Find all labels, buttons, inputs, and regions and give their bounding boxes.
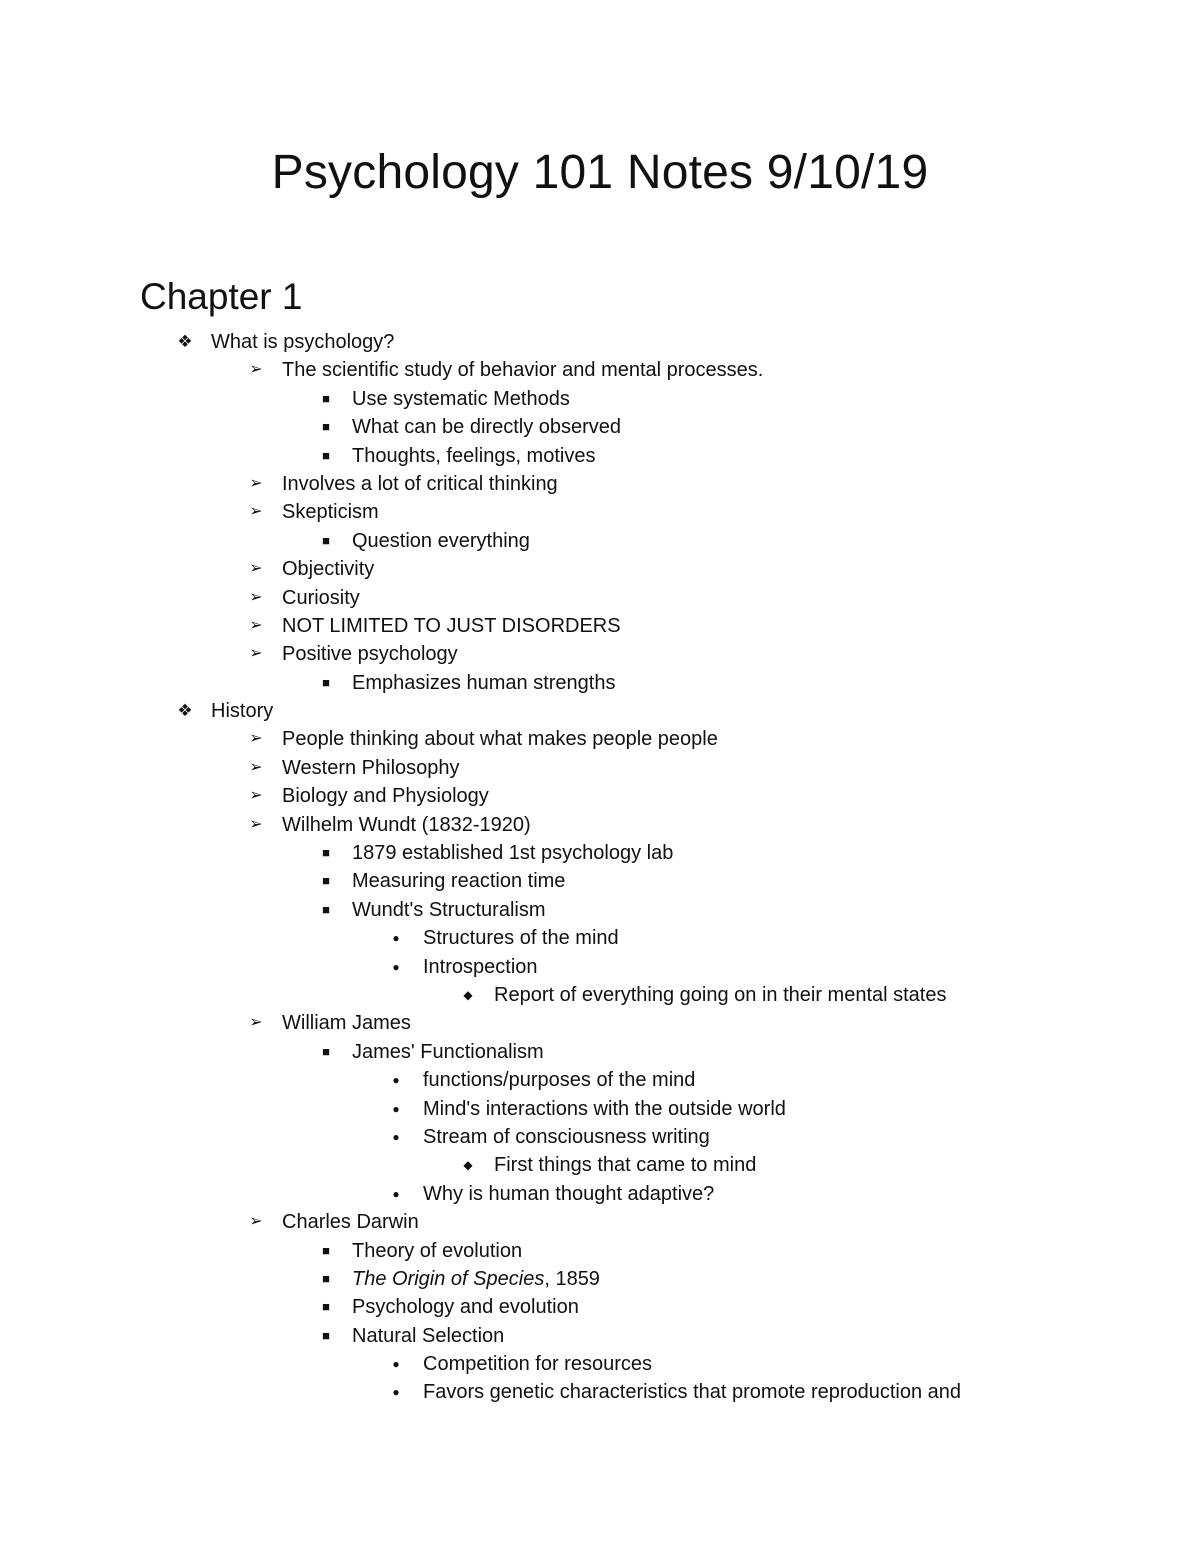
- square-icon: ■: [322, 1327, 330, 1343]
- square-icon: ■: [322, 447, 330, 463]
- dot-icon: ●: [392, 1186, 400, 1201]
- square-icon: ■: [322, 873, 330, 889]
- square-icon: ■: [322, 419, 330, 435]
- outline-item: [0, 896, 1200, 924]
- outline-item-text: Structures of the mind: [423, 927, 619, 950]
- outline-item-text: Use systematic Methods: [352, 387, 570, 410]
- dot-icon: ●: [392, 1357, 400, 1372]
- dot-icon: ●: [392, 931, 400, 946]
- outline-item: [0, 498, 1200, 526]
- square-icon: ■: [322, 845, 330, 861]
- diamond-ornament-icon: ❖: [177, 701, 193, 721]
- arrowhead-icon: ➢: [249, 503, 263, 521]
- outline-item-text: Biology and Physiology: [282, 785, 489, 808]
- outline-item: [0, 385, 1200, 413]
- outline-item-text: Theory of evolution: [352, 1239, 523, 1262]
- square-icon: ■: [322, 1242, 330, 1258]
- outline-item-text: Question everything: [352, 529, 530, 552]
- outline-item: [0, 1265, 1200, 1293]
- outline-item: [0, 470, 1200, 498]
- outline-item: [0, 555, 1200, 583]
- book-year: , 1859: [544, 1267, 600, 1290]
- outline-item-text: Wilhelm Wundt (1832-1920): [282, 813, 531, 836]
- small-diamond-icon: ◆: [463, 1158, 473, 1173]
- outline-item-text: James' Functionalism: [352, 1040, 544, 1063]
- square-icon: ■: [322, 532, 330, 548]
- arrowhead-icon: ➢: [249, 1213, 263, 1231]
- outline-item-text: What is psychology?: [211, 331, 395, 353]
- outline-item: [0, 442, 1200, 470]
- outline-item-text: NOT LIMITED TO JUST DISORDERS: [282, 614, 621, 637]
- arrowhead-icon: ➢: [249, 361, 263, 379]
- outline-item: [0, 1009, 1200, 1037]
- outline-item-text: Stream of consciousness writing: [423, 1125, 710, 1148]
- outline-item: [0, 867, 1200, 895]
- outline-item-text: Psychology and evolution: [352, 1296, 579, 1319]
- diamond-ornament-icon: ❖: [177, 332, 193, 351]
- outline-item-text: The scientific study of behavior and mental processes.: [282, 359, 764, 382]
- outline-item: [0, 1293, 1200, 1321]
- square-icon: ■: [322, 1270, 330, 1286]
- outline-item: [0, 1123, 1200, 1151]
- square-icon: ■: [322, 1299, 330, 1315]
- outline-item: [0, 1378, 1200, 1406]
- outline-item: [0, 612, 1200, 640]
- outline-item: [0, 782, 1200, 810]
- small-diamond-icon: ◆: [463, 987, 473, 1002]
- dot-icon: ●: [392, 1101, 400, 1116]
- outline-item-text: Emphasizes human strengths: [352, 671, 616, 694]
- outline-item: [0, 584, 1200, 612]
- outline-item-text: Mind's interactions with the outside world: [423, 1097, 786, 1120]
- outline-item: [0, 527, 1200, 555]
- outline-item-text: Measuring reaction time: [352, 870, 566, 893]
- outline-item: [0, 356, 1200, 384]
- outline-item: [0, 924, 1200, 952]
- outline-item-text: Favors genetic characteristics that promote reproduction and: [423, 1381, 962, 1404]
- dot-icon: ●: [392, 1129, 400, 1144]
- outline-item: [0, 413, 1200, 441]
- outline-item-text: Competition for resources: [423, 1353, 652, 1376]
- square-icon: ■: [322, 390, 330, 406]
- arrowhead-icon: ➢: [249, 645, 263, 663]
- outline-item-text: Positive psychology: [282, 643, 458, 666]
- arrowhead-icon: ➢: [249, 474, 263, 492]
- arrowhead-icon: ➢: [249, 758, 263, 776]
- outline-item-text: What can be directly observed: [352, 416, 622, 439]
- outline-item-text: Western Philosophy: [282, 756, 460, 779]
- outline-item: [0, 839, 1200, 867]
- dot-icon: ●: [392, 1385, 400, 1400]
- outline-item-text: Thoughts, feelings, motives: [352, 444, 596, 467]
- outline-item: [0, 811, 1200, 839]
- dot-icon: ●: [392, 959, 400, 974]
- outline-item-text: History: [211, 700, 274, 723]
- square-icon: ■: [322, 674, 330, 690]
- outline-item-text: Introspection: [423, 955, 538, 978]
- outline-item-text: Objectivity: [282, 558, 375, 581]
- dot-icon: ●: [392, 1073, 400, 1088]
- outline-item: [0, 697, 1200, 725]
- outline-item: [0, 328, 1200, 356]
- notes-outline: [0, 328, 1200, 1407]
- arrowhead-icon: ➢: [249, 616, 263, 634]
- outline-item: [0, 754, 1200, 782]
- outline-item: [0, 1208, 1200, 1236]
- outline-item-text: Involves a lot of critical thinking: [282, 472, 558, 495]
- arrowhead-icon: ➢: [249, 560, 263, 578]
- outline-item-text: functions/purposes of the mind: [423, 1069, 696, 1092]
- outline-item-text: 1879 established 1st psychology lab: [352, 842, 674, 865]
- outline-item: [0, 640, 1200, 668]
- book-title: The Origin of Species: [352, 1267, 545, 1290]
- page-title: Psychology 101 Notes 9/10/19: [271, 146, 929, 199]
- square-icon: ■: [322, 1043, 330, 1059]
- outline-item: [0, 725, 1200, 753]
- chapter-heading: Chapter 1: [140, 276, 303, 317]
- arrowhead-icon: ➢: [249, 1014, 263, 1032]
- outline-item: [0, 669, 1200, 697]
- outline-item-text: Charles Darwin: [282, 1211, 419, 1234]
- arrowhead-icon: ➢: [249, 815, 263, 833]
- outline-item-text: Wundt's Structuralism: [352, 898, 546, 921]
- outline-item-text: Curiosity: [282, 586, 360, 609]
- outline-item: [0, 1038, 1200, 1066]
- outline-item: [0, 1095, 1200, 1123]
- outline-item-text: Why is human thought adaptive?: [423, 1182, 715, 1205]
- outline-item-text: [352, 1265, 600, 1293]
- outline-item: [0, 1180, 1200, 1208]
- arrowhead-icon: ➢: [249, 588, 263, 606]
- outline-item-text: Report of everything going on in their mental states: [494, 983, 947, 1006]
- outline-item-text: First things that came to mind: [494, 1154, 757, 1177]
- outline-item: [0, 1237, 1200, 1265]
- arrowhead-icon: ➢: [249, 730, 263, 748]
- square-icon: ■: [322, 901, 330, 917]
- outline-item: [0, 953, 1200, 981]
- outline-item: [0, 981, 1200, 1009]
- outline-item: [0, 1322, 1200, 1350]
- outline-item-text: People thinking about what makes people people: [282, 728, 718, 751]
- outline-item: [0, 1066, 1200, 1094]
- arrowhead-icon: ➢: [249, 787, 263, 805]
- outline-item-text: Skepticism: [282, 501, 379, 524]
- outline-item-text: Natural Selection: [352, 1324, 505, 1347]
- outline-item: [0, 1350, 1200, 1378]
- outline-item-text: William James: [282, 1012, 411, 1035]
- outline-item: [0, 1151, 1200, 1179]
